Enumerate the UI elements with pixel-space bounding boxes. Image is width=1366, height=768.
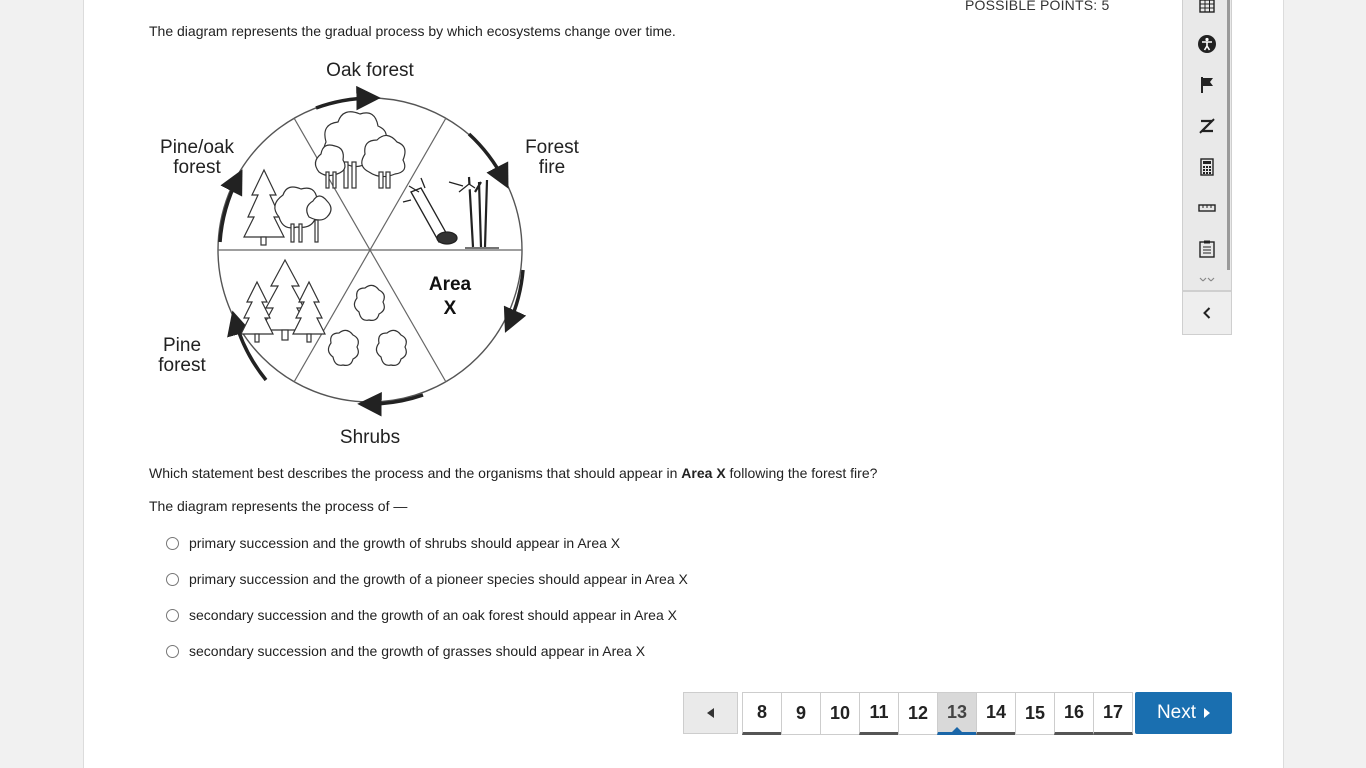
page-button[interactable]: 8 [742,692,782,735]
ruler-icon[interactable] [1183,188,1231,228]
collapse-toolbar-button[interactable] [1182,291,1232,335]
option-label: primary succession and the growth of shrubs should appear in Area X [189,535,621,551]
tools-panel [1182,0,1232,291]
question-intro: The diagram represents the gradual process by which ecosystems change over time. [149,23,676,39]
next-label: Next [1156,702,1197,723]
page-button[interactable]: 10 [820,692,860,735]
prompt-text: Which statement best describes the process and the organisms that should appear in [149,465,682,481]
page-button[interactable]: 16 [1054,692,1094,735]
prompt-bold: Area X [681,465,726,481]
oak-trees-drawing [315,112,405,188]
triangle-right-icon [1204,708,1210,718]
label-pine-forest-1: Pine [162,335,202,356]
drag-handle-icon[interactable] [1183,270,1231,290]
page-list [743,692,1133,735]
pine-oak-trees-drawing [244,170,331,245]
answer-option-4[interactable] [166,641,645,661]
eliminate-icon[interactable] [1183,106,1231,146]
answer-option-3[interactable] [166,605,677,625]
radio-button[interactable] [166,537,179,550]
answer-option-1[interactable] [166,533,620,553]
question-prompt [149,465,877,481]
succession-diagram [149,52,589,452]
possible-points: POSSIBLE POINTS: 5 [965,0,1110,13]
label-pine-oak-1: Pine/oak [160,137,234,158]
label-area: Area [428,274,472,295]
flag-icon[interactable] [1183,65,1231,105]
chevron-left-icon [1203,307,1211,319]
answer-option-2[interactable] [166,569,688,589]
label-forest-fire-2: fire [538,157,566,178]
question-stem: The diagram represents the process of — [149,498,408,514]
calculator-icon[interactable] [1183,147,1231,187]
page-button[interactable]: 11 [859,692,899,735]
next-button[interactable] [1135,692,1232,734]
page-button[interactable]: 15 [1015,692,1055,735]
pine-trees-drawing [241,260,325,342]
prompt-text-after: following the forest fire? [725,465,878,481]
label-forest-fire-1: Forest [525,137,579,158]
option-label: primary succession and the growth of a pioneer species should appear in Area X [189,571,688,587]
label-oak-forest: Oak forest [326,60,414,81]
page-button[interactable]: 12 [898,692,938,735]
option-label: secondary succession and the growth of an oak forest should appear in Area X [189,607,677,623]
triangle-left-icon [707,708,715,718]
label-pine-oak-2: forest [173,157,221,178]
accessibility-icon[interactable] [1183,24,1231,64]
page-button[interactable]: 9 [781,692,821,735]
shrubs-drawing [328,285,406,365]
previous-button[interactable] [683,692,738,734]
radio-button[interactable] [166,573,179,586]
current-page-button[interactable]: 13 [937,692,977,735]
burned-tree-drawing [403,177,499,248]
radio-button[interactable] [166,609,179,622]
label-pine-forest-2: forest [158,355,206,376]
label-area-x: X [443,298,457,319]
radio-button[interactable] [166,645,179,658]
table-icon[interactable] [1183,0,1231,26]
option-label: secondary succession and the growth of grasses should appear in Area X [189,643,646,659]
notepad-icon[interactable] [1183,229,1231,269]
page-button[interactable]: 14 [976,692,1016,735]
label-shrubs: Shrubs [339,427,401,448]
page-button[interactable]: 17 [1093,692,1133,735]
